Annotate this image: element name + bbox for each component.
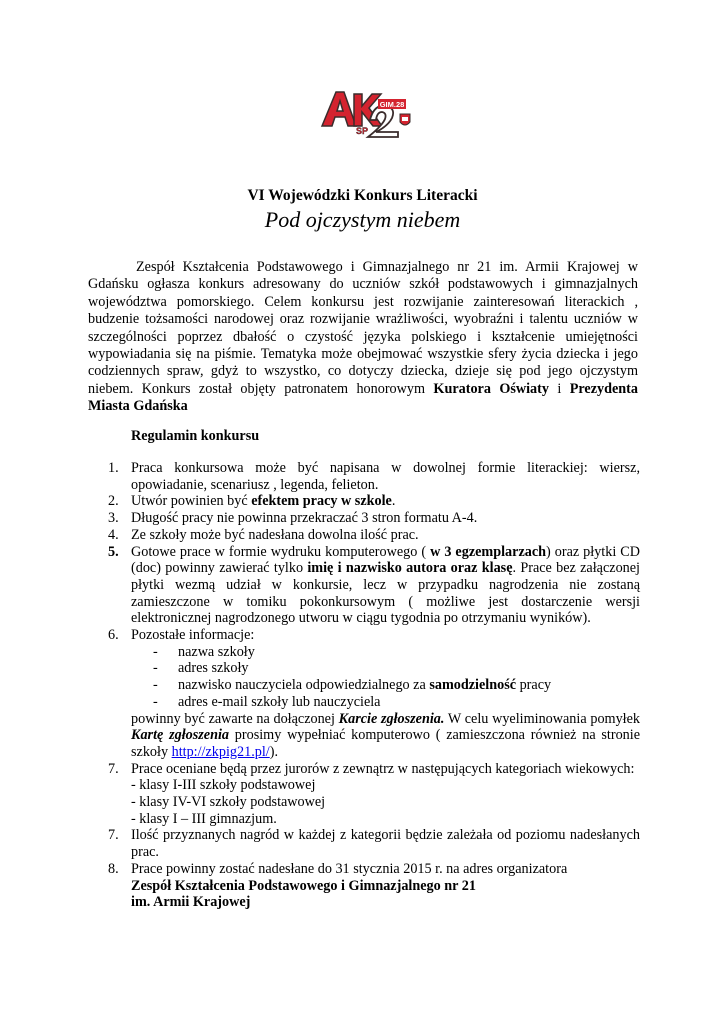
logo-sp-text: SP	[356, 126, 369, 136]
rule-number: 8.	[108, 860, 119, 877]
rule-number: 7.	[108, 760, 119, 777]
info-subitem-text: nazwa szkoły	[178, 643, 255, 660]
rule-text: .	[391, 493, 396, 510]
info-subitem: - adres e-mail szkoły lub nauczyciela	[153, 693, 381, 710]
rule-item-6	[88, 627, 640, 761]
rule-text-bold: efektem pracy w szkole	[251, 493, 392, 510]
rule-text: Ze szkoły może być nadesłana dowolna ilość prac.	[131, 526, 419, 543]
rule-text: Pozostałe informacje:	[131, 627, 255, 644]
rule-text: Ilość przyznanych nagród w każdej z kategorii będzie zależała od poziomu nadesłanych prac.	[131, 827, 640, 861]
logo-gim-text: GIM.28	[379, 100, 405, 109]
school-website-link[interactable]: http://zkpig21.pl/	[171, 743, 270, 760]
rule-number: 6.	[108, 627, 119, 644]
rule-text: Długość pracy nie powinna przekraczać 3 stron formatu A-4.	[131, 510, 478, 527]
school-logo-graphic	[318, 86, 412, 138]
info-subitem: - nazwa szkoły	[153, 643, 255, 660]
note-text: ).	[269, 743, 279, 760]
info-subitem-text: pracy	[516, 677, 552, 694]
rule-text: . Prace bez załączonej płytki wezmą udział w konkursie, lecz w przypadku nagrodzenia nie zostaną zamieszczone w tomiku pokonkursowym ( możliwe jest dostarczenie wersji elektronicznej nagrodzonego utworu w ciągu tygodnia po otrzymaniu wyników).	[131, 560, 640, 627]
info-subitem: - adres szkoły	[153, 660, 249, 677]
rule-text: Prace powinny zostać nadesłane do 31 stycznia 2015 r. na adres organizatora	[131, 860, 568, 877]
organizer-address-line	[131, 894, 640, 911]
contest-title: Pod ojczystym niebem	[264, 207, 461, 232]
rule-item-7a	[88, 761, 640, 828]
intro-prezydent: Prezydenta Miasta Gdańska	[88, 380, 638, 415]
rule-text-bold: w 3 egzemplarzach	[426, 543, 547, 560]
rule-number: 3.	[108, 510, 119, 527]
organizer-address-text: Zespół Kształcenia Podstawowego i Gimnazjalnego nr 21	[131, 877, 476, 894]
note-text: powinny być zawarte na dołączonej	[131, 710, 339, 727]
rule-text: Gotowe prace w formie wydruku komputerowego (	[131, 543, 427, 560]
rule-number: 5.	[108, 543, 119, 560]
entry-form-note	[131, 711, 640, 761]
intro-text: Zespół Kształcenia Podstawowego i Gimnazjalnego nr 21 im. Armii Krajowej w Gdańsku ogłasza konkurs adresowany do uczniów szkół podstawowych i gimnazjalnych województwa pomorskiego. Celem konkursu jest rozwijanie zainteresowań literackich , budzenie tożsamości narodowej oraz rozwijanie wrażliwości, wyobraźni i talentu uczniów w szczególności poprzez dbałość o czystość języka polskiego i kształcenie umiejętności wypowiadania się na piśmie. Tematyka może obejmować wszystkie sfery życia dziecka i jego codziennych spraw, gdyż to wszystko, co dotyczy dziecka, dzieje się pod jego ojczystym niebem. Konkurs został objęty patronatem honorowym	[88, 259, 638, 397]
note-text: W celu wyeliminowania pomyłek	[444, 710, 640, 727]
rule-number: 2.	[108, 493, 119, 510]
rule-number: 4.	[108, 526, 119, 543]
rule-item-2	[88, 493, 640, 510]
rule-number: 1.	[108, 460, 119, 476]
rule-text-bold: imię i nazwisko autora oraz klasę	[307, 560, 513, 577]
info-subitem: - nazwisko nauczyciela odpowiedzialnego za samodzielność pracy	[153, 677, 552, 694]
rule-item-1	[88, 460, 640, 493]
info-subitem-text: adres szkoły	[178, 660, 249, 677]
intro-kurator: Kuratora Oświaty	[433, 380, 549, 397]
rule-text: ) oraz płytki CD (doc) powinny zawierać tylko	[131, 543, 640, 577]
organizer-address-text: im. Armii Krajowej	[131, 894, 251, 911]
age-category: - klasy I – III gimnazjum.	[131, 810, 277, 827]
rule-text: Praca konkursowa może być napisana w dowolnej formie literackiej: wiersz, opowiadanie, scenariusz , legenda, felieton.	[131, 460, 640, 493]
rule-item-3	[88, 510, 640, 527]
rule-item-7b	[88, 827, 640, 860]
rule-item-8	[88, 861, 640, 911]
rule-text: Utwór powinien być	[131, 493, 252, 510]
school-logo	[318, 86, 412, 138]
rules-heading: Regulamin konkursu	[131, 428, 260, 444]
rule-item-5	[88, 544, 640, 628]
info-subitem-bold: samodzielność	[429, 677, 517, 694]
age-category: - klasy I-III szkoły podstawowej	[131, 777, 316, 794]
rules-list	[88, 460, 640, 911]
age-category: - klasy IV-VI szkoły podstawowej	[131, 794, 326, 811]
note-bold-italic: Kartę zgłoszenia	[131, 727, 230, 744]
contest-subtitle: VI Wojewódzki Konkurs Literacki	[247, 187, 478, 204]
note-bold-italic: Karcie zgłoszenia.	[338, 710, 445, 727]
info-subitem-text: nazwisko nauczyciela odpowiedzialnego za	[178, 677, 430, 694]
rule-number: 7.	[108, 827, 119, 844]
organizer-address-line	[131, 878, 640, 895]
intro-and: i	[548, 380, 570, 397]
rule-text: Prace oceniane będą przez jurorów z zewnątrz w następujących kategoriach wiekowych:	[131, 760, 635, 777]
intro-paragraph	[88, 259, 638, 416]
info-subitem-text: adres e-mail szkoły lub nauczyciela	[178, 693, 381, 710]
rule-item-4	[88, 527, 640, 544]
note-text: prosimy wypełniać komputerowo ( zamieszczona również na stronie szkoły	[131, 727, 640, 760]
